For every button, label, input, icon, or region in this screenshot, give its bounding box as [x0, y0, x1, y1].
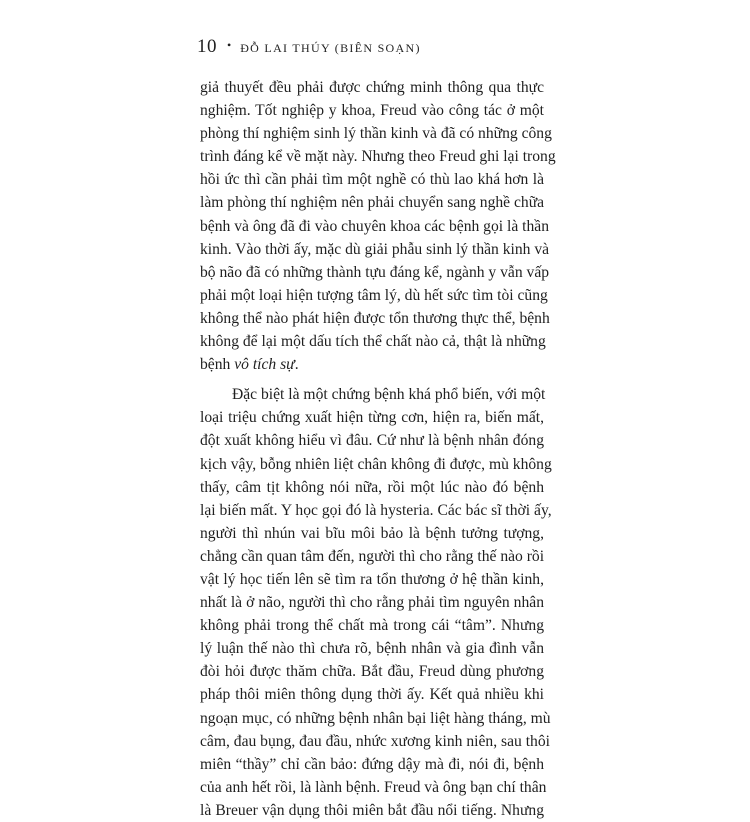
paragraph [200, 383, 552, 822]
text-line: là Breuer vận dụng thôi miên bắt đầu nổi tiếng. Nhưng [200, 801, 544, 819]
text-line: câm, đau bụng, đau đầu, nhức xương kinh niên, sau thôi [200, 732, 550, 750]
text-line: Đặc biệt là một chứng bệnh khá phổ biến, với một [232, 386, 546, 404]
text-line: giả thuyết đều phải được chứng minh thông qua thực [200, 79, 544, 96]
text-line: không phải trong thể chất mà trong cái “tâm”. Nhưng [200, 617, 544, 635]
italic-term: vô tích sự [234, 356, 295, 374]
body-text [200, 76, 556, 822]
text-line: phải một loại hiện tượng tâm lý, dù hết sức tìm tòi cũng [200, 286, 548, 304]
text-line: lại biến mất. Y học gọi đó là hysteria. Các bác sĩ thời ấy, [200, 501, 552, 519]
text-line: kịch vậy, bỗng nhiên liệt chân không đi được, mù không [200, 455, 552, 473]
page-number: 10 [197, 36, 217, 57]
text-line: làm phòng thí nghiệm nên phải chuyển sang nghề chữa [200, 194, 545, 212]
text-segment: . [294, 356, 299, 374]
text-line: kinh. Vào thời ấy, mặc dù giải phẫu sinh lý thần kinh và [200, 240, 550, 258]
text-line: không thể nào phát hiện được tổn thương thực thể, bệnh [200, 309, 550, 327]
text-line: pháp thôi miên thông dụng thời ấy. Kết quả nhiều khi [200, 686, 544, 704]
text-line: lý luận thế nào thì chưa rõ, bệnh nhân và gia đình vẫn [200, 640, 544, 658]
running-title: ĐỖ LAI THÚY (BIÊN SOẠN) [240, 41, 421, 55]
text-line: thấy, câm tịt không nói nữa, rồi một lúc nào đó bệnh [200, 478, 544, 496]
text-line: không để lại một dấu tích thể chất nào cả, thật là những [200, 333, 546, 351]
text-line: miên “thầy” chỉ cần bảo: đứng dậy mà đi, nói đi, bệnh [200, 755, 544, 773]
text-segment: bệnh [200, 356, 235, 374]
text-line: nhất là ở não, người thì cho rằng phải tìm nguyên nhân [200, 594, 544, 612]
text-line: người thì nhún vai bĩu môi bảo là bệnh tưởng tượng, [200, 524, 544, 542]
text-line: bộ não đã có những thành tựu đáng kể, ngành y vẫn vấp [200, 263, 550, 281]
running-header [197, 36, 421, 60]
header-bullet: • [227, 38, 232, 52]
text-line: nghiệm. Tốt nghiệp y khoa, Freud vào công tác ở một [200, 102, 544, 120]
text-line: phòng thí nghiệm sinh lý thần kinh và đã có những công [200, 125, 552, 143]
text-line: loại triệu chứng xuất hiện từng cơn, hiện ra, biến mất, [200, 409, 544, 427]
text-line: đột xuất không hiểu vì đâu. Cứ như là bệnh nhân đóng [200, 432, 544, 450]
paragraph-gap [200, 376, 544, 383]
text-line: của anh hết rồi, là lành bệnh. Freud và ông bạn chí thân [200, 778, 547, 796]
text-line: bệnh và ông đã đi vào chuyên khoa các bệnh gọi là thần [200, 217, 550, 235]
text-line [200, 353, 544, 376]
paragraph [200, 76, 556, 376]
text-line: chẳng cần quan tâm đến, người thì cho rằng thế nào rồi [200, 547, 545, 565]
text-line: hồi ức thì cần phải tìm một nghề có thù lao khá hơn là [200, 171, 544, 189]
text-line: vật lý học tiến lên sẽ tìm ra tổn thương ở hệ thần kinh, [200, 570, 544, 588]
text-line: trình đáng kể về mặt này. Nhưng theo Freud ghi lại trong [200, 148, 556, 166]
text-line: ngoạn mục, có những bệnh nhân bại liệt hàng tháng, mù [200, 709, 551, 727]
text-line: đòi hỏi được thăm chữa. Bắt đầu, Freud dùng phương [200, 663, 544, 681]
